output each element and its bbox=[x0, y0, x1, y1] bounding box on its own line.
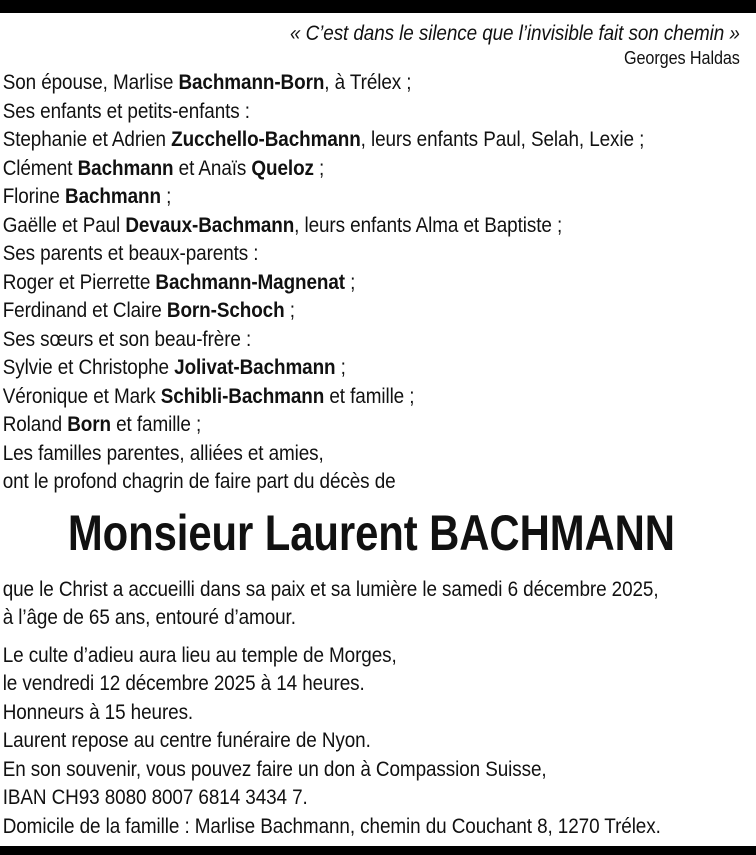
family-line bbox=[3, 98, 740, 127]
notice-line: En son souvenir, vous pouvez faire un don à Compassion Suisse, bbox=[2, 757, 547, 781]
family-surname: Bachmann-Magnenat bbox=[155, 270, 346, 294]
family-line-text: ; bbox=[335, 356, 346, 379]
family-line-text: et Anaïs bbox=[173, 156, 252, 180]
family-surname: Jolivat-Bachmann bbox=[174, 356, 336, 379]
notice-paragraphs bbox=[3, 576, 740, 842]
family-line-text: Roger et Pierrette bbox=[2, 270, 156, 294]
family-line-text: Ses enfants et petits-enfants : bbox=[2, 99, 250, 123]
family-announcement-list bbox=[3, 69, 740, 497]
family-line-text: Clément bbox=[2, 156, 78, 180]
notice-paragraph bbox=[3, 576, 740, 633]
family-line-text: , leurs enfants Paul, Selah, Lexie ; bbox=[360, 128, 645, 151]
family-surname: Born-Schoch bbox=[166, 299, 285, 322]
family-line-text: Florine bbox=[2, 185, 66, 208]
family-line bbox=[3, 126, 740, 155]
deceased-name-text: Monsieur Laurent BACHMANN bbox=[67, 504, 675, 561]
family-line bbox=[3, 383, 740, 412]
family-surname: Queloz bbox=[251, 156, 314, 180]
family-surname: Devaux-Bachmann bbox=[125, 213, 295, 237]
family-line-text: Ferdinand et Claire bbox=[2, 299, 167, 322]
family-surname: Bachmann bbox=[65, 185, 161, 208]
family-line bbox=[3, 468, 740, 497]
family-line-text: ; bbox=[160, 185, 172, 208]
family-line bbox=[3, 69, 740, 98]
family-line-text: , à Trélex ; bbox=[324, 71, 412, 94]
memorial-quote: « C’est dans le silence que l’invisible fait son chemin » bbox=[290, 22, 740, 45]
notice-line: Laurent repose au centre funéraire de Nyon. bbox=[2, 729, 371, 752]
family-line-text: ; bbox=[313, 156, 325, 180]
family-line bbox=[3, 240, 740, 269]
notice-line: Domicile de la famille : Marlise Bachmann, chemin du Couchant 8, 1270 Trélex. bbox=[2, 814, 661, 838]
notice-line: le vendredi 12 décembre 2025 à 14 heures. bbox=[2, 672, 365, 695]
notice-paragraph bbox=[3, 642, 740, 728]
notice-line: que le Christ a accueilli dans sa paix et sa lumière le samedi 6 décembre 2025, bbox=[2, 577, 659, 601]
family-surname: Schibli-Bachmann bbox=[160, 384, 325, 408]
family-line-text: Ses sœurs et son beau-frère : bbox=[2, 327, 252, 351]
family-line-text: Les familles parentes, alliées et amies, bbox=[2, 441, 324, 465]
family-line-text: ; bbox=[345, 270, 356, 294]
family-surname: Zucchello-Bachmann bbox=[171, 128, 361, 151]
notice-line: IBAN CH93 8080 8007 6814 3434 7. bbox=[2, 786, 308, 809]
family-line-text: Ses parents et beaux-parents : bbox=[2, 242, 259, 265]
family-surname: Bachmann bbox=[77, 156, 174, 180]
notice-line: Honneurs à 15 heures. bbox=[2, 700, 194, 724]
family-line bbox=[3, 155, 740, 184]
death-notice bbox=[0, 13, 756, 846]
family-line bbox=[3, 411, 740, 440]
family-line-text: Sylvie et Christophe bbox=[2, 356, 175, 379]
top-rule bbox=[0, 0, 756, 13]
family-line bbox=[3, 440, 740, 469]
bottom-rule bbox=[0, 846, 756, 855]
family-line-text: , leurs enfants Alma et Baptiste ; bbox=[294, 213, 563, 237]
quote-attribution: Georges Haldas bbox=[623, 48, 740, 68]
family-line-text: Stephanie et Adrien bbox=[2, 128, 172, 151]
family-line bbox=[3, 212, 740, 241]
family-surname: Born bbox=[67, 413, 111, 436]
family-line-text: Véronique et Mark bbox=[2, 384, 161, 408]
family-line bbox=[3, 354, 740, 383]
family-line bbox=[3, 326, 740, 355]
family-line-text: Son épouse, Marlise bbox=[2, 71, 179, 94]
notice-line: Le culte d’adieu aura lieu au temple de Morges, bbox=[2, 643, 397, 667]
family-line-text: et famille ; bbox=[110, 413, 202, 436]
family-line-text: ont le profond chagrin de faire part du décès de bbox=[2, 470, 396, 493]
deceased-name-title bbox=[3, 502, 740, 564]
notice-paragraph bbox=[3, 727, 740, 841]
family-line bbox=[3, 183, 740, 212]
family-line bbox=[3, 297, 740, 326]
notice-line: à l’âge de 65 ans, entouré d’amour. bbox=[2, 606, 296, 629]
family-line bbox=[3, 269, 740, 298]
family-line-text: Gaëlle et Paul bbox=[2, 213, 126, 237]
family-line-text: ; bbox=[284, 299, 295, 322]
family-line-text: Roland bbox=[2, 413, 68, 436]
family-line-text: et famille ; bbox=[324, 384, 415, 408]
family-surname: Bachmann-Born bbox=[178, 71, 325, 94]
